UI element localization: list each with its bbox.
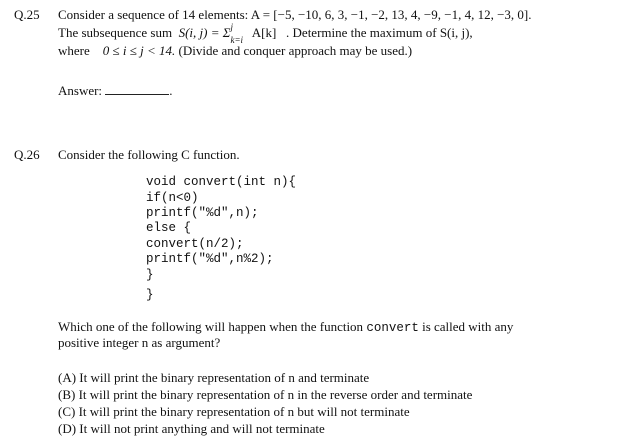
- code-line: if(n<0): [146, 191, 199, 205]
- question-stem-line2: positive integer n as argument?: [58, 335, 221, 350]
- code-line: convert(n/2);: [146, 237, 244, 251]
- question-number: Q.26: [14, 147, 40, 162]
- stem-function-name: convert: [366, 321, 419, 335]
- line2-lead: The subsequence sum: [58, 25, 173, 40]
- code-line: else {: [146, 221, 192, 235]
- option-b[interactable]: (B) It will print the binary representation of n in the reverse order and terminate: [58, 387, 473, 402]
- sum-term: A[k]: [251, 25, 277, 40]
- question-number: Q.25: [14, 7, 40, 22]
- option-d[interactable]: (D) It will not print anything and will not terminate: [58, 421, 325, 436]
- code-line: printf("%d",n);: [146, 206, 259, 220]
- sum-superscript: j: [230, 22, 233, 32]
- answer-end: .: [169, 83, 173, 98]
- question-intro: Consider the following C function.: [58, 147, 240, 162]
- where-label: where: [58, 43, 90, 58]
- question-text-line3: [58, 42, 412, 59]
- stem-tail: is called with any: [422, 319, 514, 334]
- answer-label: Answer:: [58, 83, 103, 98]
- code-line: }: [146, 288, 154, 302]
- stem-lead: Which one of the following will happen when the function: [58, 319, 364, 334]
- code-line: void convert(int n){: [146, 175, 297, 189]
- code-line: printf("%d",n%2);: [146, 252, 274, 266]
- sum-formula: S(i, j) = Σ: [178, 25, 231, 40]
- option-a[interactable]: (A) It will print the binary representation of n and terminate: [58, 370, 370, 385]
- code-line: }: [146, 268, 154, 282]
- index-constraint: 0 ≤ i ≤ j < 14.: [102, 43, 176, 58]
- line2-tail: . Determine the maximum of S(i, j),: [286, 25, 473, 40]
- option-c[interactable]: (C) It will print the binary representation of n but will not terminate: [58, 404, 410, 419]
- answer-blank[interactable]: [105, 84, 169, 95]
- answer-line: [58, 82, 173, 99]
- sum-subscript: k=i: [230, 35, 244, 45]
- question-text-line1: Consider a sequence of 14 elements: A = [−5, −10, 6, 3, −1, −2, 13, 4, −9, −1, 4, 12, −3, 0].: [58, 7, 532, 22]
- question-text-line2: [58, 22, 614, 45]
- line3-tail: (Divide and conquer approach may be used.): [178, 43, 413, 58]
